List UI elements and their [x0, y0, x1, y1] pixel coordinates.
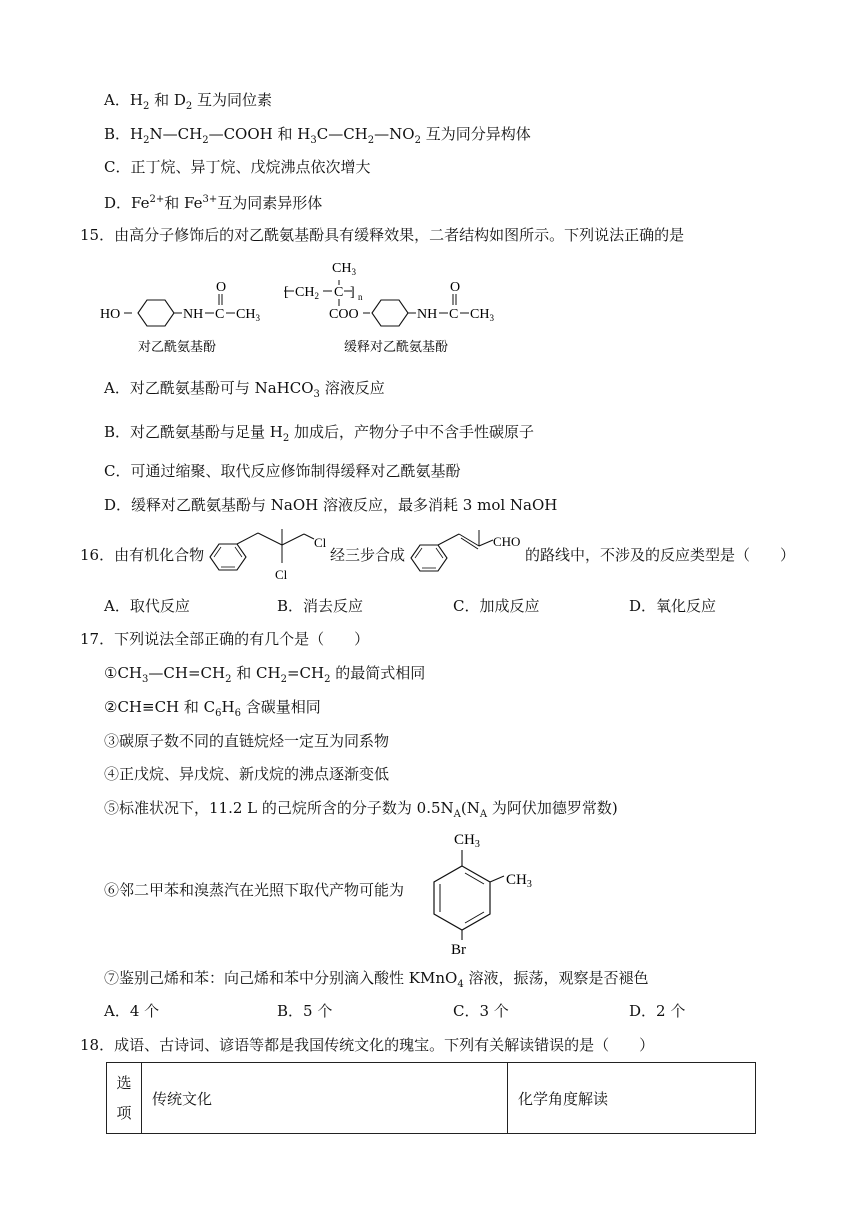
q15-option-a: A．对乙酰氨基酚可与 NaHCO$_3$ 溶液反应	[104, 379, 385, 400]
polymer-bracket-left: [	[284, 285, 289, 300]
q15-option-c: C．可通过缩聚、取代反应修饰制得缓释对乙酰氨基酚	[104, 462, 461, 480]
carbonyl-c-left: C	[215, 307, 225, 322]
q17-stem: 17．下列说法全部正确的有几个是（ ）	[80, 630, 370, 648]
q16-option-b: B．消去反应	[277, 597, 364, 615]
ho-label: HO	[100, 307, 121, 322]
q17-item-2: ②CH≡CH 和 $C_6H_6$ 含碳量相同	[104, 698, 321, 719]
polymer-bracket-right: ]	[350, 285, 355, 300]
svg-text:Cl: Cl	[275, 567, 288, 582]
oxygen-right: O	[450, 280, 461, 295]
q14-option-d: D．$Fe^{2+}$和 $Fe^{3+}$互为同素异形体	[104, 194, 323, 212]
ch3-label-right: $CH_3$	[470, 307, 494, 323]
carbonyl-c-right: C	[449, 307, 459, 322]
br-label: Br	[451, 942, 466, 958]
ch3-label-left: $CH_3$	[236, 307, 260, 323]
q16-stem-part1: 16．由有机化合物	[80, 546, 205, 564]
ch2-label: $CH_2$	[295, 285, 319, 301]
benzene-ring-left	[138, 300, 174, 326]
q17-option-c: C．3 个	[453, 1002, 509, 1020]
nh-label-left: NH	[183, 307, 204, 322]
q17-item6-structure	[420, 826, 550, 958]
benzene-ring-right	[372, 300, 408, 326]
q16-option-a: A．取代反应	[104, 597, 190, 615]
o-xylene-ring	[434, 866, 490, 930]
q17-item-6: ⑥邻二甲苯和溴蒸汽在光照下取代产物可能为	[104, 881, 405, 899]
q17-option-b: B．5 个	[277, 1002, 333, 1020]
q17-item-5: ⑤标准状况下，11.2 L 的己烷所含的分子数为 $0.5N_A(N_A$ 为阿伏加德罗常数)	[104, 799, 618, 820]
oxygen-left: O	[216, 280, 227, 295]
q16-reactant-structure	[206, 527, 331, 583]
ch3-top: $CH_3$	[454, 832, 480, 850]
q18-stem: 18．成语、古诗词、谚语等都是我国传统文化的瑰宝。下列有关解读错误的是（ ）	[80, 1036, 655, 1054]
q17-item-4: ④正戊烷、异戊烷、新戊烷的沸点逐渐变低	[104, 765, 390, 783]
q15-option-b: B．对乙酰氨基酚与足量 $H_2$ 加成后，产物分子中不含手性碳原子	[104, 423, 535, 444]
q17-item-7: ⑦鉴别己烯和苯：向己烯和苯中分别滴入酸性 KMnO$_4$ 溶液，振荡，观察是否褪色	[104, 969, 649, 990]
q16-option-c: C．加成反应	[453, 597, 540, 615]
table-header-option: 选 项	[107, 1063, 142, 1134]
q18-table	[106, 1062, 756, 1134]
q15-option-d: D．缓释对乙酰氨基酚与 NaOH 溶液反应，最多消耗 3 mol NaOH	[104, 496, 558, 514]
svg-text:CHO: CHO	[493, 534, 521, 549]
table-header-interpretation: 化学角度解读	[508, 1063, 756, 1134]
nh-label-right: NH	[417, 307, 438, 322]
q15-structure-figure	[100, 256, 520, 360]
q14-option-b: B．$H_2N—CH_2—COOH$ 和 $H_3C—CH_2—NO_2$ 互为同分异构体	[104, 125, 531, 146]
polymer-c: C	[334, 285, 344, 300]
caption-acetaminophen: 对乙酰氨基酚	[138, 340, 217, 355]
q16-product-structure	[407, 528, 525, 584]
q17-item-3: ③碳原子数不同的直链烷烃一定互为同系物	[104, 732, 390, 750]
q17-option-a: A．4 个	[104, 1002, 160, 1020]
ch3-top-label: $CH_3$	[332, 261, 356, 277]
q17-item-1: $①CH_3—CH=CH_2$ 和 $CH_2=CH_2$ 的最简式相同	[104, 664, 426, 685]
q16-stem-part3: 的路线中，不涉及的反应类型是（ ）	[525, 546, 796, 564]
coo-label: COO	[329, 307, 359, 322]
caption-slow-release: 缓释对乙酰氨基酚	[344, 340, 449, 355]
svg-text:Cl: Cl	[314, 535, 327, 550]
q14-option-c: C．正丁烷、异丁烷、戊烷沸点依次增大	[104, 158, 371, 176]
q14-option-a: A．$H_2$ 和 $D_2$ 互为同位素	[104, 91, 273, 112]
q16-stem-part2: 经三步合成	[330, 546, 406, 564]
polymer-n: n	[358, 292, 363, 302]
table-row	[107, 1063, 756, 1134]
q15-stem: 15．由高分子修饰后的对乙酰氨基酚具有缓释效果，二者结构如图所示。下列说法正确的是	[80, 226, 685, 244]
table-header-tradition: 传统文化	[142, 1063, 508, 1134]
q17-option-d: D．2 个	[629, 1002, 686, 1020]
q16-option-d: D．氧化反应	[629, 597, 717, 615]
ch3-right: $CH_3$	[506, 872, 532, 890]
